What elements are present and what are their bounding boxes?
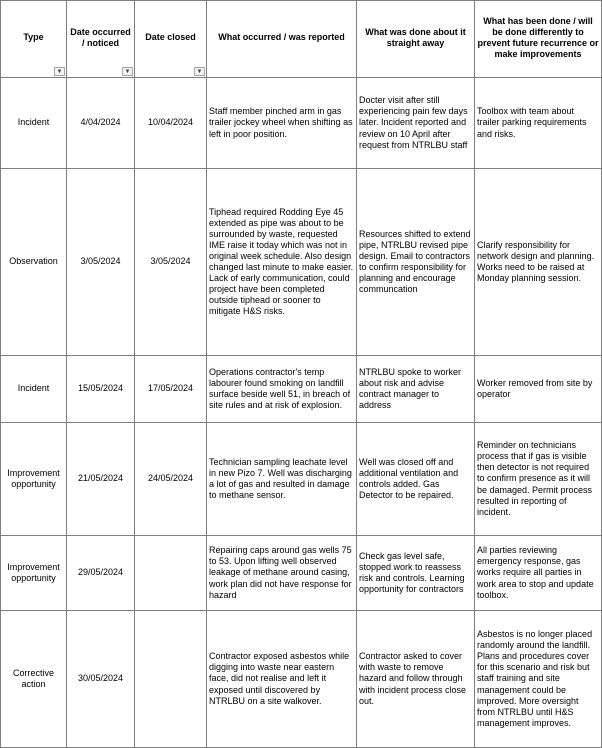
cell-date-closed[interactable]: 17/05/2024 (135, 356, 207, 423)
table-row[interactable] (1, 356, 602, 423)
table-row[interactable] (1, 78, 602, 169)
header-future-label: What has been done / will be done differently to prevent future recurrence or make improvements (477, 15, 599, 60)
cell-future[interactable]: Worker removed from site by operator (475, 356, 602, 423)
cell-date-closed[interactable]: 3/05/2024 (135, 169, 207, 356)
cell-date-closed[interactable] (135, 536, 207, 611)
filter-dropdown-icon[interactable]: ▼ (194, 67, 205, 76)
cell-date-occurred[interactable]: 29/05/2024 (67, 536, 135, 611)
cell-future[interactable]: Reminder on technicians process that if gas is visible then detector is not required to confirm presence as it will be damaged. Permit process resulted in reporting of incident. (475, 423, 602, 536)
cell-date-occurred[interactable]: 3/05/2024 (67, 169, 135, 356)
cell-date-occurred[interactable]: 15/05/2024 (67, 356, 135, 423)
header-date-occurred (67, 1, 135, 78)
table-row[interactable] (1, 611, 602, 748)
header-what-occurred (207, 1, 357, 78)
cell-future[interactable]: Asbestos is no longer placed randomly around the landfill. Plans and procedures cover for this scenario and risk but staff training and site management could be improved. More oversight from NTRLBU until H&S management improves. (475, 611, 602, 748)
cell-what-occurred[interactable]: Staff member pinched arm in gas trailer jockey wheel when shifting as left in poor position. (207, 78, 357, 169)
cell-what-done[interactable]: Well was closed off and additional ventilation and controls added. Gas Detector to be repaired. (357, 423, 475, 536)
cell-date-closed[interactable]: 24/05/2024 (135, 423, 207, 536)
cell-what-occurred[interactable]: Repairing caps around gas wells 75 to 53. Upon lifting well observed leakage of methane around casing, work plan did not have response for hazard (207, 536, 357, 611)
cell-type[interactable]: Observation (1, 169, 67, 356)
cell-what-done[interactable]: Docter visit after still experiencing pain few days later. Incident reported and review on 10 April after request from NTRLBU staff (357, 78, 475, 169)
cell-date-closed[interactable]: 10/04/2024 (135, 78, 207, 169)
header-date-closed-label: Date closed (145, 32, 196, 43)
header-type-label: Type (23, 32, 44, 43)
cell-type[interactable]: Improvement opportunity (1, 536, 67, 611)
header-what-done (357, 1, 475, 78)
table-row[interactable] (1, 423, 602, 536)
cell-what-done[interactable]: Resources shifted to extend pipe, NTRLBU revised pipe design. Email to contractors to confirm responsibility for planning and encourage communcation (357, 169, 475, 356)
cell-date-occurred[interactable]: 21/05/2024 (67, 423, 135, 536)
cell-type[interactable]: Incident (1, 78, 67, 169)
cell-what-done[interactable]: Contractor asked to cover with waste to remove hazard and follow through with incident process close out. (357, 611, 475, 748)
cell-what-done[interactable]: Check gas level safe, stopped work to reassess risk and controls. Learning opportunity for contractors (357, 536, 475, 611)
header-future (475, 1, 602, 78)
filter-active-icon[interactable]: ▼ (122, 67, 133, 76)
cell-what-occurred[interactable]: Contractor exposed asbestos while digging into waste near eastern face, did not realise and left it exposed until discovered by NTRLBU on a site walkover. (207, 611, 357, 748)
cell-date-occurred[interactable]: 30/05/2024 (67, 611, 135, 748)
cell-date-closed[interactable] (135, 611, 207, 748)
header-what-done-label: What was done about it straight away (365, 26, 466, 48)
cell-future[interactable]: All parties reviewing emergency response, gas works require all parties in work area to stop and update toolbox. (475, 536, 602, 611)
header-date-occurred-label: Date occurred / noticed (70, 26, 131, 48)
cell-date-occurred[interactable]: 4/04/2024 (67, 78, 135, 169)
filter-dropdown-icon[interactable]: ▼ (54, 67, 65, 76)
cell-what-occurred[interactable]: Tiphead required Rodding Eye 45 extended as pipe was about to be surrounded by waste, requested IME raise it today which was not in original week schedule. Also design changed last minute to make easier. Lack of early communication, could project have been completed outside tiphead or sooner to mitigate H&S risks. (207, 169, 357, 356)
cell-what-occurred[interactable]: Technician sampling leachate level in new Pizo 7. Well was discharging a lot of gas and resulted in damage to methane sensor. (207, 423, 357, 536)
header-type (1, 1, 67, 78)
cell-future[interactable]: Toolbox with team about trailer parking requirements and risks. (475, 78, 602, 169)
cell-what-done[interactable]: NTRLBU spoke to worker about risk and advise contract manager to address (357, 356, 475, 423)
cell-type[interactable]: Incident (1, 356, 67, 423)
table-row[interactable] (1, 169, 602, 356)
header-what-occurred-label: What occurred / was reported (218, 32, 345, 43)
cell-what-occurred[interactable]: Operations contractor's temp labourer found smoking on landfill surface beside well 51, in breach of site rules and at risk of explosion. (207, 356, 357, 423)
header-row (1, 1, 602, 78)
header-date-closed (135, 1, 207, 78)
table-row[interactable] (1, 536, 602, 611)
cell-type[interactable]: Improvement opportunity (1, 423, 67, 536)
cell-future[interactable]: Clarify responsibility for network design and planning. Works need to be raised at Monday planning session. (475, 169, 602, 356)
cell-type[interactable]: Corrective action (1, 611, 67, 748)
